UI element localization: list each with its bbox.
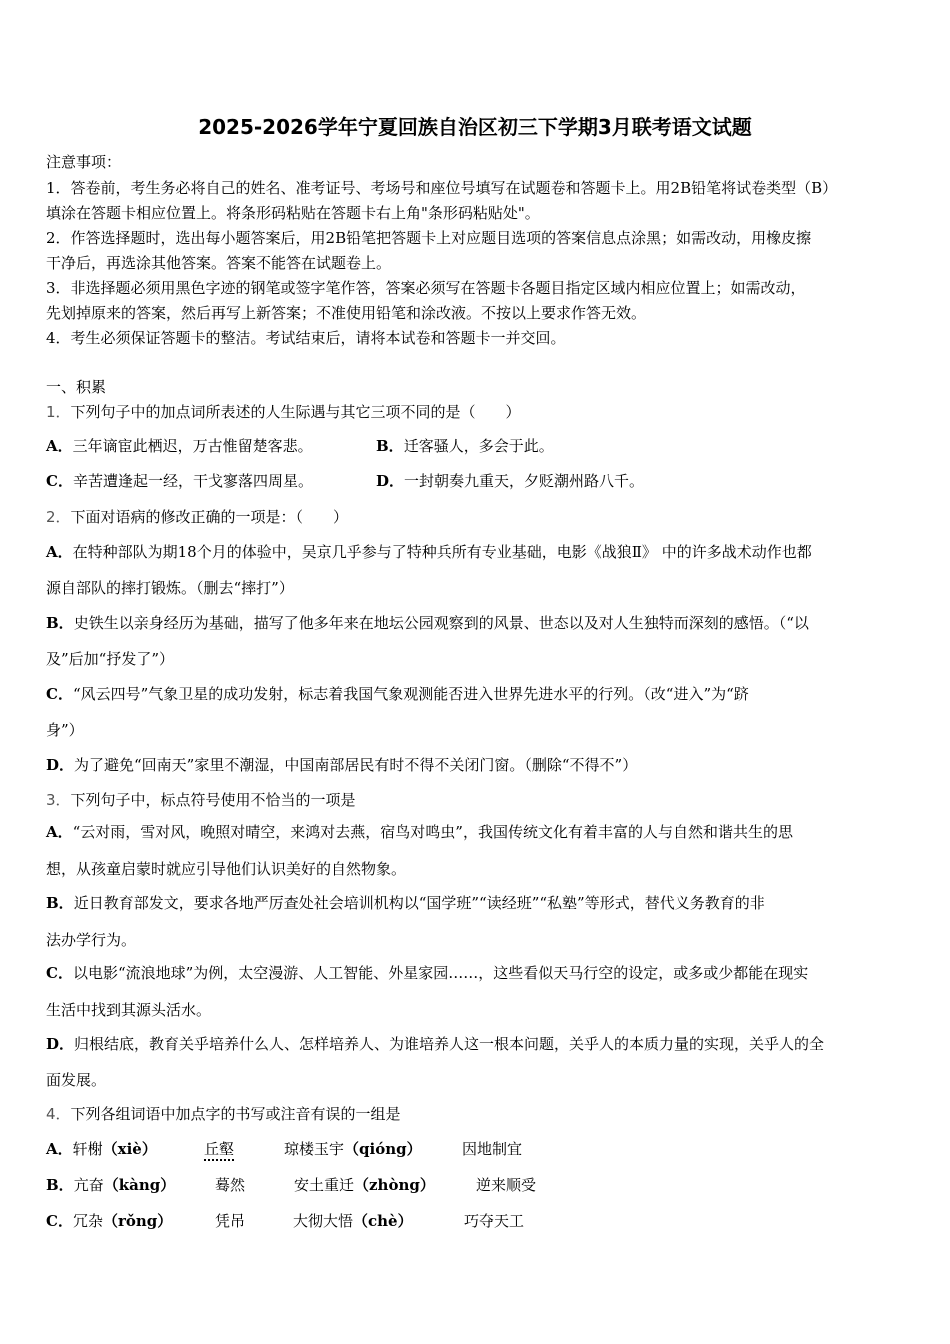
option-continuation: 身”） <box>46 721 84 739</box>
question-1-stem <box>46 401 521 422</box>
option-label: A． <box>46 543 73 561</box>
word: 冗杂 <box>72 1212 103 1230</box>
word: 凭吊 <box>215 1212 246 1230</box>
word: 蓦然 <box>215 1176 246 1194</box>
word: 亢奋 <box>73 1176 104 1194</box>
notice-line: 2．作答选择题时，选出每小题答案后，用2B铅笔把答题卡上对应题目选项的答案信息点涂黑；如需改动，用橡皮擦 <box>46 229 812 247</box>
option-label: D． <box>46 1035 75 1053</box>
option-text: 辛苦遭逢起一经，干戈寥落四周星。 <box>72 472 313 490</box>
word-dotted: 丘壑 <box>204 1140 234 1161</box>
option-text: 三年谪宦此栖迟，万古惟留楚客悲。 <box>72 437 313 455</box>
word: 轩榭 <box>72 1140 103 1158</box>
option-label: C． <box>46 964 73 982</box>
option-continuation: 想，从孩童启蒙时就应引导他们认识美好的自然物象。 <box>46 860 407 878</box>
pinyin: （kàng） <box>103 1176 176 1194</box>
option-continuation: 法办学行为。 <box>46 931 137 949</box>
question-1-option-c <box>46 470 313 491</box>
question-4-option-a <box>46 1138 157 1159</box>
option-text: 为了避免“回南天”家里不潮湿，中国南部居民有时不得不关闭门窗。（删除“不得不”） <box>74 756 638 774</box>
option-label: B． <box>376 437 404 455</box>
question-3-option-d <box>46 1033 824 1054</box>
option-continuation: 及”后加“抒发了”） <box>46 650 175 668</box>
option-label: B． <box>46 1176 74 1194</box>
question-2-stem <box>46 506 348 527</box>
option-continuation: 生活中找到其源头活水。 <box>46 1001 212 1019</box>
question-text: 下列句子中，标点符号使用不恰当的一项是 <box>70 791 356 809</box>
option-text: 在特种部队为期18个月的体验中，吴京几乎参与了特种兵所有专业基础，电影《战狼Ⅱ》 中的许多战术动作也都 <box>72 543 812 561</box>
notice-line: 3．非选择题必须用黑色字迹的钢笔或签字笔作答，答案必须写在答题卡各题目指定区域内相应位置上；如需改动， <box>46 279 806 297</box>
pinyin: （xiè） <box>102 1140 157 1158</box>
word: 琼楼玉宇 <box>284 1140 345 1158</box>
question-1-option-d <box>376 470 644 491</box>
option-text: 近日教育部发文，要求各地严厉查处社会培训机构以“国学班”“读经班”“私塾”等形式，替代义务教育的非 <box>73 894 765 912</box>
question-text: 下列各组词语中加点字的书写或注音有误的一组是 <box>70 1105 401 1123</box>
pinyin: （zhòng） <box>354 1176 435 1194</box>
notice-line: 4．考生必须保证答题卡的整洁。考试结束后，请将本试卷和答题卡一并交回。 <box>46 329 566 347</box>
word: 巧夺天工 <box>464 1212 525 1230</box>
option-label: B． <box>46 894 74 912</box>
page-title: 2025-2026学年宁夏回族自治区初三下学期3月联考语文试题 <box>198 115 752 139</box>
notice-line: 填涂在答题卡相应位置上。将条形码粘贴在答题卡右上角"条形码粘贴处"。 <box>46 204 540 222</box>
notice-heading: 注意事项： <box>46 153 122 171</box>
question-1-option-a <box>46 435 313 456</box>
question-1-option-b <box>376 435 554 456</box>
option-label: C． <box>46 472 73 490</box>
question-3-option-c <box>46 962 808 983</box>
option-text: 史铁生以亲身经历为基础，描写了他多年来在地坛公园观察到的风景、世态以及对人生独特而深刻的感悟。（“以 <box>73 614 809 632</box>
question-4-option-c <box>46 1210 172 1231</box>
notice-line: 先划掉原来的答案，然后再写上新答案；不准使用铅笔和涂改液。不按以上要求作答无效。 <box>46 304 647 322</box>
word-with-pinyin <box>294 1174 435 1195</box>
question-2-option-a <box>46 541 812 562</box>
pinyin: （rǒng） <box>102 1212 173 1230</box>
question-2-option-c <box>46 683 749 704</box>
word: 因地制宜 <box>462 1140 523 1158</box>
question-number: 2． <box>46 508 71 526</box>
option-label: C． <box>46 1212 73 1230</box>
question-3-stem <box>46 789 356 810</box>
option-text: “云对雨，雪对风，晚照对晴空，来鸿对去燕，宿鸟对鸣虫”，我国传统文化有着丰富的人与自然和谐共生的思 <box>72 823 793 841</box>
question-3-option-a <box>46 821 793 842</box>
option-continuation: 面发展。 <box>46 1071 107 1089</box>
word: 大彻大悟 <box>293 1212 354 1230</box>
option-text: 一封朝奏九重天，夕贬潮州路八千。 <box>404 472 645 490</box>
section-heading: 一、积累 <box>46 378 107 396</box>
question-text: 下面对语病的修改正确的一项是：（ ） <box>70 508 349 526</box>
word-with-pinyin <box>293 1210 413 1231</box>
question-2-option-d <box>46 754 637 775</box>
notice-line: 1．答卷前，考生务必将自己的姓名、准考证号、考场号和座位号填写在试题卷和答题卡上。用2B铅笔将试卷类型（B） <box>46 179 838 197</box>
question-4-stem <box>46 1103 401 1124</box>
option-label: A． <box>46 1140 73 1158</box>
word-with-pinyin <box>284 1138 422 1159</box>
question-number: 1． <box>46 403 71 421</box>
option-text: “风云四号”气象卫星的成功发射，标志着我国气象观测能否进入世界先进水平的行列。（改“进入”为“跻 <box>72 685 749 703</box>
option-label: A． <box>46 437 73 455</box>
question-number: 3． <box>46 791 71 809</box>
question-4-option-b <box>46 1174 175 1195</box>
option-text: 以电影“流浪地球”为例，太空漫游、人工智能、外星家园……，这些看似天马行空的设定，或多或少都能在现实 <box>72 964 809 982</box>
option-continuation: 源自部队的摔打锻炼。（删去“摔打”） <box>46 579 294 597</box>
question-3-option-b <box>46 892 765 913</box>
option-text: 迁客骚人，多会于此。 <box>403 437 554 455</box>
question-text: 下列句子中的加点词所表述的人生际遇与其它三项不同的是（ ） <box>70 403 521 421</box>
word: 逆来顺受 <box>476 1176 537 1194</box>
word: 安土重迁 <box>294 1176 355 1194</box>
option-label: B． <box>46 614 74 632</box>
option-label: A． <box>46 823 73 841</box>
word <box>204 1138 234 1159</box>
question-number: 4． <box>46 1105 71 1123</box>
question-2-option-b <box>46 612 809 633</box>
option-label: D． <box>376 472 405 490</box>
pinyin: （qióng） <box>344 1140 422 1158</box>
pinyin: （chè） <box>353 1212 413 1230</box>
option-label: D． <box>46 756 75 774</box>
option-label: C． <box>46 685 73 703</box>
option-text: 归根结底，教育关乎培养什么人、怎样培养人、为谁培养人这一根本问题，关乎人的本质力量的实现，关乎人的全 <box>74 1035 825 1053</box>
notice-line: 干净后，再选涂其他答案。答案不能答在试题卷上。 <box>46 254 392 272</box>
